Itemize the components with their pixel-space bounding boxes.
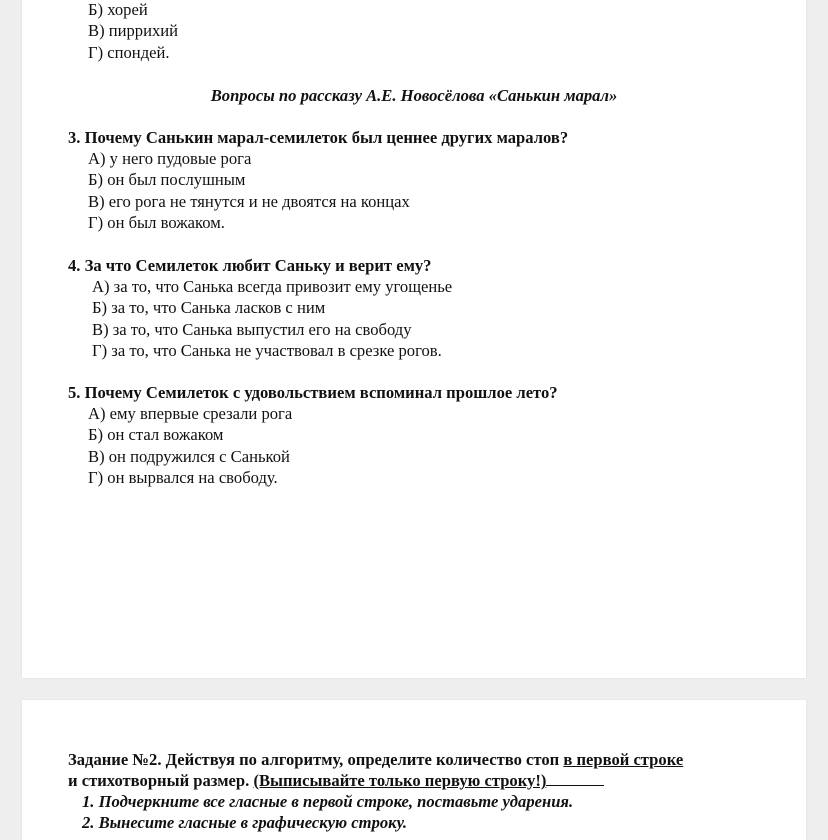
top-option-b: Б) хорей (88, 0, 148, 19)
question-3: 3. Почему Санькин марал-семилеток был ценнее других маралов? (68, 128, 569, 147)
question-3-option-b: Б) он был послушным (88, 170, 246, 189)
document-page-2 (22, 700, 806, 840)
question-5-option-a: А) ему впервые срезали рога (88, 404, 293, 423)
section-title: Вопросы по рассказу А.Е. Новосёлова «Санькин марал» (210, 86, 618, 105)
question-4-option-g: Г) за то, что Санька не участвовал в срезке рогов. (92, 341, 442, 360)
document-page-1 (22, 0, 806, 678)
task-2-heading (68, 750, 683, 770)
top-option-v: В) пиррихий (88, 21, 179, 40)
question-5-option-g: Г) он вырвался на свободу. (88, 468, 278, 487)
question-3-option-g: Г) он был вожаком. (88, 213, 225, 232)
task-2-instruction-underlined: (Выписывайте только первую строку!) (253, 771, 547, 790)
task-2-line-2-text: и стихотворный размер. (68, 771, 254, 790)
question-5-option-b: Б) он стал вожаком (88, 425, 224, 444)
question-4-option-b: Б) за то, что Санька ласков с ним (92, 298, 326, 317)
top-option-g: Г) спондей. (88, 43, 170, 62)
question-4-option-a: А) за то, что Санька всегда привозит ему угощенье (92, 277, 453, 296)
question-5-option-v: В) он подружился с Санькой (88, 447, 290, 466)
question-3-option-a: А) у него пудовые рога (88, 149, 252, 168)
answer-blank-line (546, 771, 604, 786)
question-4: 4. За что Семилеток любит Саньку и верит ему? (68, 256, 432, 275)
question-5: 5. Почему Семилеток с удовольствием вспоминал прошлое лето? (68, 383, 558, 402)
task-2-underlined-text: в первой строке (563, 750, 684, 769)
task-2-step-1: 1. Подчеркните все гласные в первой строке, поставьте ударения. (82, 792, 574, 811)
task-2-line-2 (68, 771, 604, 791)
task-2-step-2: 2. Вынесите гласные в графическую строку. (82, 813, 408, 832)
question-4-option-v: В) за то, что Санька выпустил его на свободу (92, 320, 412, 339)
task-2-text: Задание №2. Действуя по алгоритму, определите количество стоп (68, 750, 564, 769)
question-3-option-v: В) его рога не тянутся и не двоятся на концах (88, 192, 410, 211)
